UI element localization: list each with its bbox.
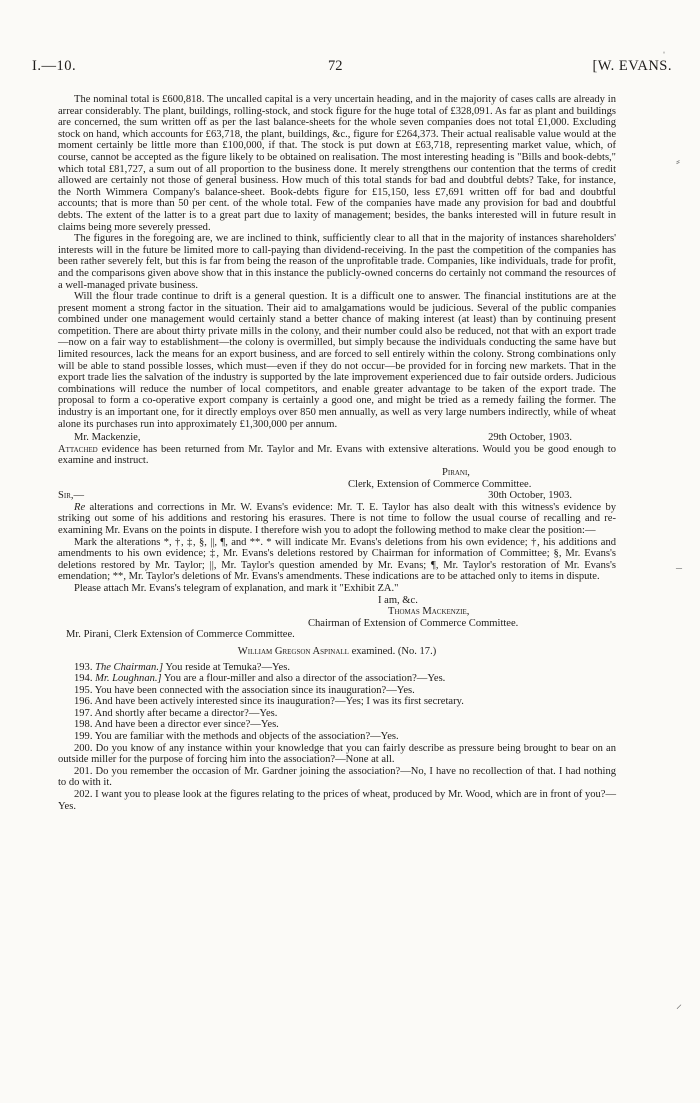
question-item	[58, 662, 616, 674]
memo-lead-word: Attached	[58, 443, 98, 455]
question-item	[58, 789, 616, 812]
page-header	[32, 58, 672, 78]
page-number: 72	[328, 58, 343, 74]
question-number: 200.	[74, 742, 96, 754]
question-text: And shortly after became a director?—Yes.	[94, 707, 278, 719]
question-text: You have been connected with the association since its inauguration?—Yes.	[94, 684, 415, 696]
memo-body	[58, 444, 616, 467]
question-number: 195.	[74, 684, 95, 696]
margin-mark: ⸝	[676, 997, 683, 1011]
question-text: Do you remember the occasion of Mr. Gardner joining the association?—No, I have no recollection of that. I had nothing to do with it.	[58, 765, 616, 789]
question-speaker: Mr. Loughnan.]	[95, 673, 162, 685]
examination-list	[58, 662, 616, 813]
margin-mark: –	[676, 560, 682, 574]
letter-paragraph-text: alterations and corrections in Mr. W. Evans's evidence: Mr. T. E. Taylor has also dealt with this witness's evidence by striking out some of his additions and restoring his erasures. There is not time to follow the usual course of recalling and re-examining Mr. Evans on the points in dispute. I therefore wish you to adopt the following method to make clear the position:—	[58, 501, 616, 536]
question-text: And have been a director ever since?—Yes.	[94, 719, 279, 731]
memo-signature-name: Pirani,	[442, 467, 470, 478]
question-text: You are familiar with the methods and objects of the association?—Yes.	[94, 731, 399, 743]
margin-mark: ˌ	[662, 40, 666, 54]
question-number: 198.	[74, 719, 95, 731]
question-speaker: The Chairman.]	[95, 661, 164, 673]
memo-header	[58, 432, 616, 444]
letter-signature-name: Thomas Mackenzie,	[388, 606, 470, 618]
question-item	[58, 731, 616, 743]
question-number: 193.	[74, 661, 96, 673]
question-item	[58, 766, 616, 789]
memo-signature-title: Clerk, Extension of Commerce Committee.	[348, 478, 532, 490]
question-number: 202.	[74, 789, 96, 801]
memo-addressee: Mr. Mackenzie,	[74, 432, 141, 444]
re-italic: Re	[74, 501, 86, 513]
question-number: 197.	[74, 707, 95, 719]
question-number: 196.	[74, 696, 95, 708]
question-number: 201.	[74, 765, 96, 777]
question-number: 199.	[74, 731, 95, 743]
witness-heading-rest: examined. (No. 17.)	[348, 645, 437, 657]
question-item	[58, 673, 616, 685]
letter-recipient: Mr. Pirani, Clerk Extension of Commerce Committee.	[66, 629, 295, 641]
memo-body-text: evidence has been returned from Mr. Taylor and Mr. Evans with extensive alterations. Would you be good enough to examine and instruct.	[58, 443, 616, 467]
question-item	[58, 708, 616, 720]
body-paragraph: The figures in the foregoing are, we are inclined to think, sufficiently clear to all that in the majority of instances shareholders' interests will in the future be limited more to call-paying than dividend-receiving. In the past the competition of the companies has been rather severely felt, but this is far from being the reason of the unprofitable trade. Companies, like individuals, trade for profit, and the comparisons given above show that in this instance the publicly-owned concerns do certainly not command the resources of a well-managed private business.	[58, 233, 616, 291]
question-item	[58, 719, 616, 731]
question-text: I want you to please look at the figures relating to the prices of wheat, produced by Mr. Wood, which are in front of you?—Yes.	[58, 789, 617, 812]
letter-paragraph: Mark the alterations *, †, ‡, §, ||, ¶, and **. * will indicate Mr. Evans's deletions from his own evidence; †, his additions and amendments to his own evidence; ‡, Mr. Evans's deletions restored by Chairman for information of Committee; §, Mr. Evans's deletions restored by Mr. Taylor; ||, Mr. Taylor's question amended by Mr. Evans; ¶, Mr. Taylor's restoration of Mr. Evans's emendation; **, Mr. Taylor's deletions of Mr. Evans's amendments. These indications are to be attached only to items in dispute.	[58, 536, 616, 583]
body-paragraph: The nominal total is £600,818. The uncalled capital is a very uncertain heading, and in the majority of cases calls are already in arrear considerably. The plant, buildings, rolling-stock, and stock figure for the huge total of £328,091. As far as plant and buildings are concerned, the sum written off as per the last balance-sheets for the whole seven companies does not total £1,000. Excluding stock on hand, which accounts for £63,718, the plant, buildings, &c., figure for £264,373. Their actual realisable value would at the moment certainly be little more than £100,000, if that. The stock is put down at £63,718, representing market value, which, of course, cannot be accepted as the figure likely to be obtained on realisation. The most interesting heading is "Bills and book-debts," which total £81,727, a sum out of all proportion to the business done. It merely strengthens our contention that the terms of credit allowed are certainly not those of general business. How much of this total stands for bad and doubtful debts? Take, for instance, the North Wimmera Company's balance-sheet. Book-debts figure for £15,150, less £7,691 written off for bad and doubtful accounts; that is more than 50 per cent. of the whole total. Few of the companies have made any provision for bad and doubtful debts. The extent of the latter is to a great part due to laxity of management; besides, the banks interested will in future result in claims being more severely pressed.	[58, 94, 616, 233]
letter-date: 30th October, 1903.	[488, 490, 572, 502]
witness-name: William Gregson Aspinall	[237, 645, 349, 657]
question-text: And have been actively interested since its inauguration?—Yes; I was its first secretary.	[94, 696, 464, 708]
question-text: You reside at Temuka?—Yes.	[163, 661, 290, 673]
letter-header	[58, 490, 616, 502]
question-item	[58, 696, 616, 708]
body-paragraph: Will the flour trade continue to drift is a general question. It is a difficult one to answer. The financial institutions are at the present moment a strong factor in the situation. Their aid to amalgamations would be judicious. Several of the public companies combined under one management would certainly stand a better chance of making interest (at least) than by continuing present competition. There are about thirty private mills in the colony, and their number could also be reduced, not that with an export trade—now on a fair way to establishment—the colony is overmilled, but simply because the individuals conducting the same have but limited resources, lack the means for an export business, and are forced to sell entirely within the colony. Strong combinations only will be able to stand possible losses, which must—even if they do not occur—be provided for in forcing new markets. That in the export trade lies the salvation of the industry is supported by the late improvement experienced due to fair outside orders. Judicious combinations will reduce the number of local competitors, and enable greater advantage to be taken of the export trade. The proposal to form a co-operative export company is certainly a good one, and might be tried as a remedy failing the former. The industry is an important one, for it directly employs over 850 men annually, as well as very large numbers indirectly, while of wheat alone its purchases run into approximately £1,300,000 per annum.	[58, 291, 616, 430]
letter-closing: I am, &c.	[378, 594, 418, 606]
question-item	[58, 685, 616, 697]
letter-paragraph: Please attach Mr. Evans's telegram of explanation, and mark it "Exhibit ZA."	[74, 582, 399, 594]
document-body	[58, 94, 616, 812]
letter-signature-title: Chairman of Extension of Commerce Committee.	[308, 617, 519, 629]
question-number: 194.	[74, 673, 96, 685]
witness-running-head: [W. EVANS.	[592, 58, 672, 74]
question-text: You are a flour-miller and also a director of the association?—Yes.	[161, 673, 446, 685]
question-item	[58, 743, 616, 766]
letter-salutation: Sir,—	[58, 490, 85, 502]
margin-mark: ⸗	[676, 154, 680, 168]
letter-paragraph	[58, 502, 616, 537]
paper-reference: I.—10.	[32, 58, 77, 74]
witness-heading	[58, 646, 616, 658]
question-text: Do you know of any instance within your knowledge that you can fairly describe as pressure being brought to bear on an outside miller for the purpose of forcing him into the association?—None at all.	[58, 742, 616, 766]
memo-date: 29th October, 1903.	[488, 432, 572, 444]
